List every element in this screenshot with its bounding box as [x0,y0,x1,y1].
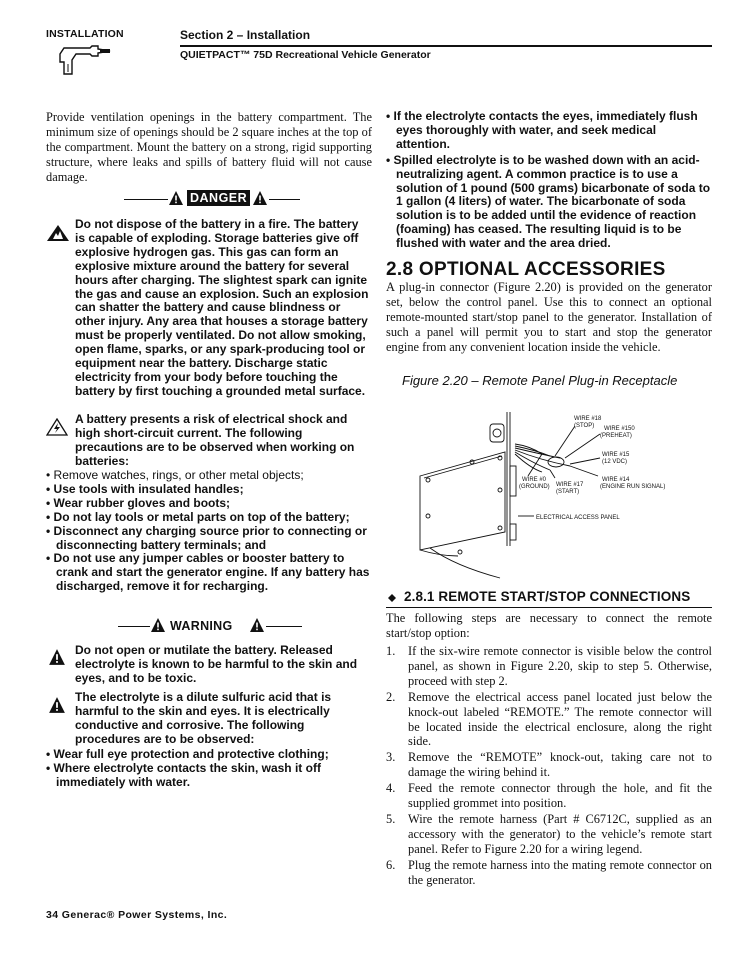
shock-hazard-icon [46,418,68,436]
subsection-rule [386,607,712,608]
warning-bullet-list [46,748,372,790]
divider [269,199,300,200]
ground-label: (GROUND) [519,484,550,490]
list-item: 2. Remove the electrical access panel located just below the knock-out labeled “REMOTE.” The remote connector will be located inside the electrical enclosure, along the right side. [386,689,712,749]
list-item: • Spilled electrolyte is to be washed down with an acid-neutralizing agent. A common practice is to use a solution of 1 pound (500 grams) bicarbonate of soda to 1 gallon (4 liters) of water. The bicarbonate of soda solution is to be added until the evidence of reaction (foaming) has ceased. The resulting liquid is to be flushed with water and the area dried. [386,152,711,251]
warning-text-2: The electrolyte is a dilute sulfuric acid that is harmful to the skin and eyes. It is electrically conductive and corrosive. The following procedures are to be observed: [75,690,332,746]
warning-label: WARNING [170,619,233,633]
list-item: 3. Remove the “REMOTE” knock-out, taking care not to damage the wiring behind it. [386,750,712,780]
diamond-bullet-icon [387,593,397,603]
divider [118,626,150,627]
wire15-label: WIRE #15 [602,452,630,458]
list-item: 4. Feed the remote connector through the hole, and fit the supplied grommet into position. [386,781,712,811]
list-item: 5. Wire the remote harness (Part # C6712C, supplied as an accessory with the generator) to the vehicle’s remote start panel. Refer to Figure 2.20 for a wiring legend. [386,811,712,856]
subsection-paragraph: The following steps are necessary to connect the remote start/stop option: [386,611,712,640]
start-label: (START) [556,489,580,495]
danger-banner [124,190,300,208]
wire18-label: WIRE #18 [574,416,602,422]
danger-text: Do not dispose of the battery in a fire. The battery is capable of exploding. Storage batteries give off explosive hydrogen gas. This gas can form an explosive mixture around the battery for several hours after charging. The slightest spark can ignite the gas and cause an explosion. Such an explosion can shatter the battery and cause blindness or other injury. Any area that houses a storage battery must be properly ventilated. Do not allow smoking, open flame, sparks, or any spark-producing tool or equipment near the battery. Discharge static electricity from your body before touching the battery by first touching a grounded metal surface. [75,217,369,398]
wire0-label: WIRE #0 [522,477,547,483]
warning-text-1: Do not open or mutilate the battery. Released electrolyte is known to be harmful to the skin and eyes, and to be toxic. [75,643,358,685]
wire17-label: WIRE #17 [556,482,584,488]
electrolyte-bullet-list [386,110,712,251]
wire150-label: WIRE #150 [604,426,635,432]
section-heading: Section 2 – Installation [180,28,311,42]
explosion-hazard-icon [46,224,70,242]
figure-caption: Figure 2.20 – Remote Panel Plug-in Receptacle [402,373,678,388]
subsection-title: 2.8.1 REMOTE START/STOP CONNECTIONS [404,589,691,604]
warning-triangle-icon [46,696,68,714]
list-item: • Disconnect any charging source prior to connecting or disconnecting battery terminals; and [46,523,367,552]
engine-run-label: (ENGINE RUN SIGNAL) [600,484,666,490]
access-panel-label: ELECTRICAL ACCESS PANEL [536,515,620,521]
wire14-label: WIRE #14 [602,477,630,483]
danger-label: DANGER [187,190,250,206]
shock-text: A battery presents a risk of electrical shock and high short-circuit current. The following precautions are to be observed when working on batteries: [75,412,355,468]
steps-list [386,644,712,889]
header-rule [180,45,712,47]
warning-triangle-icon [249,617,265,633]
remote-receptacle-diagram [410,406,680,586]
list-item: 1. If the six-wire remote connector is visible below the control panel, as shown in Figure 2.20, skip to step 5. Otherwise, proceed with step 2. [386,644,712,688]
list-item: • Use tools with insulated handles; [46,481,244,496]
product-subtitle: QUIETPACT™ 75D Recreational Vehicle Generator [180,49,431,61]
list-item: • Where electrolyte contacts the skin, wash it off immediately with water. [46,760,321,789]
vdc-label: (12 VDC) [602,459,628,465]
section-title: 2.8 OPTIONAL ACCESSORIES [386,259,666,280]
list-item: • Wear full eye protection and protective clothing; [46,747,329,761]
section-paragraph: A plug-in connector (Figure 2.20) is provided on the generator set, below the control panel. Use this to connect an optional remote-mounted start/stop panel to the generator. Installation of such a panel will permit you to start and stop the generator engine from any convenient location inside the vehicle. [386,280,712,354]
preheat-label: (PREHEAT) [600,433,632,439]
intro-paragraph: Provide ventilation openings in the battery compartment. The minimum size of openings should be 2 square inches at the top of the compartment. Mount the battery on a strong, rigid supporting structure, where leaks and spills of battery fluid will not cause damage. [46,110,372,184]
list-item: • If the electrolyte contacts the eyes, immediately flush eyes thoroughly with water, and seek medical attention. [386,109,698,151]
warning-banner [118,617,302,635]
list-item: • Do not use any jumper cables or booster battery to crank and start the generator engine. If any battery has discharged, remove it for recharging. [46,551,370,594]
divider [124,199,168,200]
stop-label: (STOP) [574,423,595,429]
warning-triangle-icon [252,190,268,206]
list-item: • Wear rubber gloves and boots; [46,495,231,510]
list-item: • Do not lay tools or metal parts on top of the battery; [46,509,350,524]
warning-triangle-icon [46,648,68,666]
drill-icon [50,40,114,80]
install-label: INSTALLATION [46,28,124,40]
divider [266,626,302,627]
shock-bullet-list [46,469,372,594]
warning-triangle-icon [150,617,166,633]
page-footer: 34 Generac® Power Systems, Inc. [46,909,228,921]
list-item: • Remove watches, rings, or other metal objects; [46,468,304,482]
list-item: 6. Plug the remote harness into the mating remote connector on the generator. [386,857,712,887]
warning-triangle-icon [168,190,184,206]
